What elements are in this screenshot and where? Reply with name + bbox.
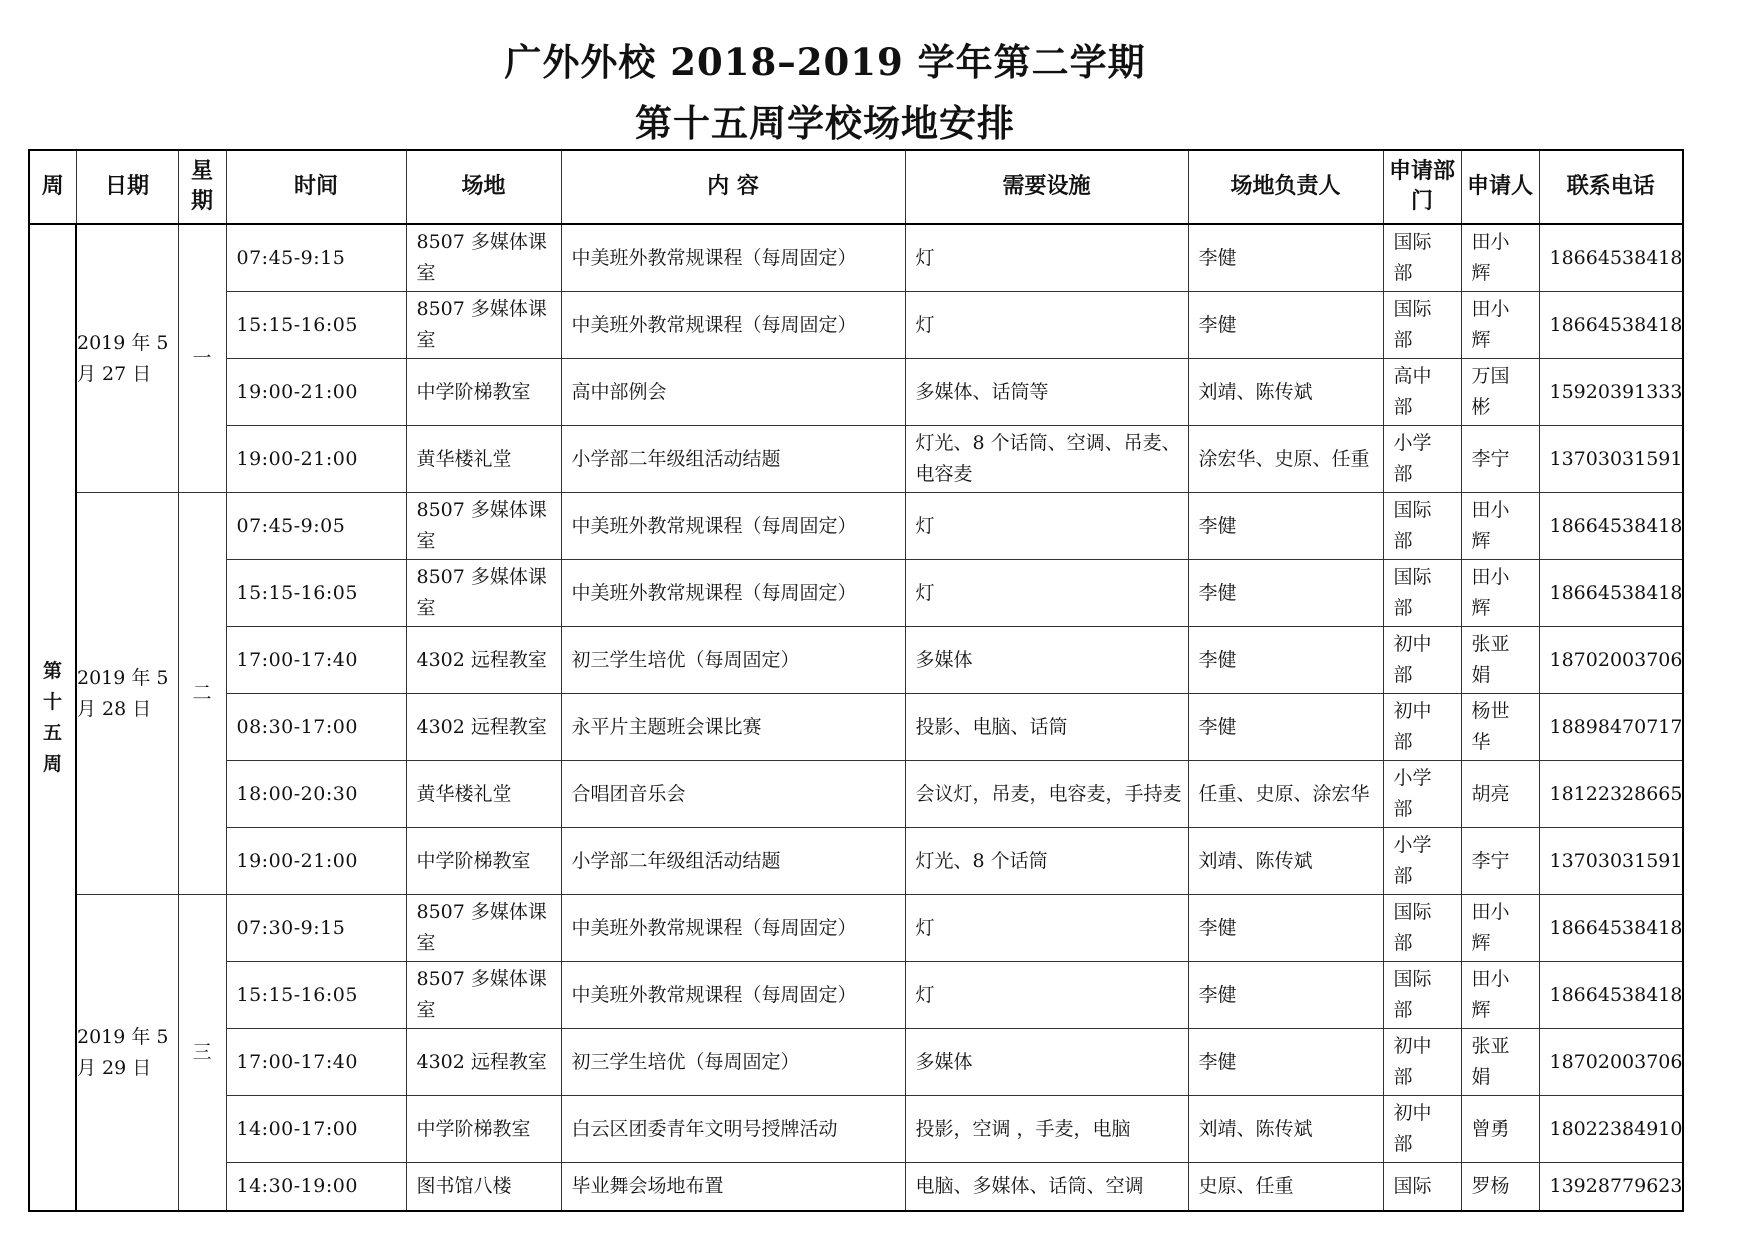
cell-venue-manager: 刘靖、陈传斌 xyxy=(1188,828,1383,895)
table-row xyxy=(29,1029,1683,1096)
table-body xyxy=(29,224,1683,1211)
table-row xyxy=(29,1096,1683,1163)
cell-applicant-text: 田小辉 xyxy=(1471,499,1510,552)
header-facilities: 需要设施 xyxy=(905,150,1188,224)
cell-phone: 18122328665 xyxy=(1539,761,1683,828)
cell-applicant xyxy=(1461,828,1539,895)
cell-venue-manager: 刘靖、陈传斌 xyxy=(1188,359,1383,426)
table-row xyxy=(29,359,1683,426)
date-cell xyxy=(76,224,178,493)
cell-department xyxy=(1383,426,1461,493)
cell-phone: 13703031591 xyxy=(1539,828,1683,895)
cell-department-text: 小学部 xyxy=(1393,432,1432,485)
cell-venue: 4302 远程教室 xyxy=(406,1029,561,1096)
cell-department-text: 国际部 xyxy=(1393,298,1432,351)
cell-applicant-text: 万国彬 xyxy=(1471,365,1510,418)
cell-phone: 18664538418 xyxy=(1539,224,1683,292)
cell-content: 合唱团音乐会 xyxy=(561,761,905,828)
cell-applicant xyxy=(1461,224,1539,292)
venue-schedule-table xyxy=(28,149,1684,1212)
cell-time: 18:00-20:30 xyxy=(226,761,406,828)
cell-department xyxy=(1383,761,1461,828)
header-content: 内 容 xyxy=(561,150,905,224)
document-subtitle: 第十五周学校场地安排 xyxy=(635,101,1015,145)
cell-department-text: 国际部 xyxy=(1393,231,1432,284)
cell-applicant xyxy=(1461,895,1539,962)
cell-time: 08:30-17:00 xyxy=(226,694,406,761)
header-week: 周 xyxy=(29,150,76,224)
cell-department xyxy=(1383,1096,1461,1163)
cell-applicant xyxy=(1461,493,1539,560)
cell-applicant-text: 罗杨 xyxy=(1471,1175,1510,1197)
cell-venue: 8507 多媒体课室 xyxy=(406,560,561,627)
table-row xyxy=(29,1163,1683,1212)
table-row xyxy=(29,962,1683,1029)
cell-phone: 18664538418 xyxy=(1539,962,1683,1029)
cell-venue: 8507 多媒体课室 xyxy=(406,962,561,1029)
table-row xyxy=(29,426,1683,493)
header-row xyxy=(29,150,1683,224)
cell-applicant-text: 田小辉 xyxy=(1471,968,1510,1021)
cell-department-text: 初中部 xyxy=(1393,633,1432,686)
cell-facilities: 灯 xyxy=(905,962,1188,1029)
cell-phone: 18664538418 xyxy=(1539,895,1683,962)
cell-facilities: 多媒体 xyxy=(905,1029,1188,1096)
cell-content: 小学部二年级组活动结题 xyxy=(561,426,905,493)
cell-applicant-text: 张亚娟 xyxy=(1471,1035,1510,1088)
cell-venue-manager: 李健 xyxy=(1188,627,1383,694)
cell-content: 中美班外教常规课程（每周固定） xyxy=(561,560,905,627)
header-applicant: 申请人 xyxy=(1461,150,1539,224)
cell-venue-manager: 李健 xyxy=(1188,895,1383,962)
cell-content: 中美班外教常规课程（每周固定） xyxy=(561,493,905,560)
cell-venue-manager: 李健 xyxy=(1188,560,1383,627)
cell-applicant-text: 张亚娟 xyxy=(1471,633,1510,686)
cell-applicant xyxy=(1461,761,1539,828)
cell-facilities: 灯 xyxy=(905,224,1188,292)
cell-department xyxy=(1383,895,1461,962)
cell-venue: 中学阶梯教室 xyxy=(406,359,561,426)
cell-applicant xyxy=(1461,1029,1539,1096)
table-row xyxy=(29,895,1683,962)
cell-content: 永平片主题班会课比赛 xyxy=(561,694,905,761)
cell-time: 07:30-9:15 xyxy=(226,895,406,962)
document-title: 广外外校 2018–2019 学年第二学期 xyxy=(504,40,1146,84)
cell-applicant-text: 田小辉 xyxy=(1471,231,1510,284)
table-header xyxy=(29,150,1683,224)
cell-venue: 中学阶梯教室 xyxy=(406,828,561,895)
cell-department-text: 初中部 xyxy=(1393,1035,1432,1088)
cell-department xyxy=(1383,224,1461,292)
cell-venue-manager: 李健 xyxy=(1188,493,1383,560)
header-venue-manager: 场地负责人 xyxy=(1188,150,1383,224)
cell-facilities: 多媒体 xyxy=(905,627,1188,694)
cell-time: 15:15-16:05 xyxy=(226,962,406,1029)
cell-department-text: 国际部 xyxy=(1393,901,1432,954)
cell-time: 14:30-19:00 xyxy=(226,1163,406,1212)
cell-applicant xyxy=(1461,426,1539,493)
cell-facilities: 投影，空调 ，手麦，电脑 xyxy=(905,1096,1188,1163)
cell-venue: 8507 多媒体课室 xyxy=(406,224,561,292)
cell-applicant xyxy=(1461,1096,1539,1163)
cell-facilities: 灯光、8 个话筒 xyxy=(905,828,1188,895)
cell-venue-manager: 刘靖、陈传斌 xyxy=(1188,1096,1383,1163)
date-value: 2019 年 5 月 29 日 xyxy=(77,1025,169,1079)
header-venue: 场地 xyxy=(406,150,561,224)
cell-content: 初三学生培优（每周固定） xyxy=(561,627,905,694)
cell-venue: 8507 多媒体课室 xyxy=(406,895,561,962)
table-row xyxy=(29,224,1683,292)
weekday-cell: 三 xyxy=(178,895,226,1212)
cell-applicant-text: 胡亮 xyxy=(1471,782,1510,805)
cell-applicant xyxy=(1461,359,1539,426)
cell-venue: 4302 远程教室 xyxy=(406,627,561,694)
cell-venue: 中学阶梯教室 xyxy=(406,1096,561,1163)
cell-content: 高中部例会 xyxy=(561,359,905,426)
cell-department xyxy=(1383,828,1461,895)
cell-applicant xyxy=(1461,962,1539,1029)
header-phone: 联系电话 xyxy=(1539,150,1683,224)
cell-applicant-text: 李宁 xyxy=(1471,849,1510,872)
cell-content: 白云区团委青年文明号授牌活动 xyxy=(561,1096,905,1163)
date-value: 2019 年 5 月 27 日 xyxy=(77,331,169,385)
cell-phone: 18702003706 xyxy=(1539,1029,1683,1096)
cell-content: 中美班外教常规课程（每周固定） xyxy=(561,962,905,1029)
cell-applicant xyxy=(1461,292,1539,359)
cell-time: 17:00-17:40 xyxy=(226,1029,406,1096)
cell-phone: 18898470717 xyxy=(1539,694,1683,761)
cell-applicant-text: 田小辉 xyxy=(1471,566,1510,619)
cell-department xyxy=(1383,627,1461,694)
cell-venue-manager: 李健 xyxy=(1188,292,1383,359)
cell-facilities: 多媒体、话筒等 xyxy=(905,359,1188,426)
cell-facilities: 灯光、8 个话筒、空调、吊麦、电容麦 xyxy=(905,426,1188,493)
cell-phone: 18664538418 xyxy=(1539,493,1683,560)
header-date: 日期 xyxy=(76,150,178,224)
cell-applicant xyxy=(1461,627,1539,694)
cell-content: 中美班外教常规课程（每周固定） xyxy=(561,895,905,962)
date-value: 2019 年 5 月 28 日 xyxy=(77,666,169,720)
cell-applicant xyxy=(1461,1163,1539,1212)
cell-department xyxy=(1383,560,1461,627)
cell-applicant-text: 李宁 xyxy=(1471,447,1510,470)
header-time: 时间 xyxy=(226,150,406,224)
cell-content: 中美班外教常规课程（每周固定） xyxy=(561,224,905,292)
cell-facilities: 电脑、多媒体、话筒、空调 xyxy=(905,1163,1188,1212)
date-cell xyxy=(76,493,178,895)
cell-applicant-text: 田小辉 xyxy=(1471,298,1510,351)
cell-time: 07:45-9:05 xyxy=(226,493,406,560)
table-row xyxy=(29,828,1683,895)
cell-applicant-text: 杨世华 xyxy=(1471,700,1510,753)
cell-time: 17:00-17:40 xyxy=(226,627,406,694)
cell-department-text: 初中部 xyxy=(1393,1102,1432,1155)
cell-department xyxy=(1383,962,1461,1029)
table-row xyxy=(29,761,1683,828)
cell-department xyxy=(1383,493,1461,560)
cell-facilities: 灯 xyxy=(905,560,1188,627)
cell-facilities: 灯 xyxy=(905,895,1188,962)
cell-facilities: 灯 xyxy=(905,493,1188,560)
cell-department-text: 高中部 xyxy=(1393,365,1432,418)
cell-venue-manager: 李健 xyxy=(1188,224,1383,292)
cell-department-text: 国际 xyxy=(1393,1175,1432,1197)
table-row xyxy=(29,493,1683,560)
cell-department xyxy=(1383,292,1461,359)
cell-applicant-text: 曾勇 xyxy=(1471,1117,1510,1140)
cell-phone: 13928779623 xyxy=(1539,1163,1683,1212)
cell-venue-manager: 史原、任重 xyxy=(1188,1163,1383,1212)
cell-department xyxy=(1383,359,1461,426)
header-weekday: 星期 xyxy=(178,150,226,224)
cell-time: 07:45-9:15 xyxy=(226,224,406,292)
cell-content: 毕业舞会场地布置 xyxy=(561,1163,905,1212)
cell-venue-manager: 任重、史原、涂宏华 xyxy=(1188,761,1383,828)
cell-venue-manager: 涂宏华、史原、任重 xyxy=(1188,426,1383,493)
cell-department-text: 国际部 xyxy=(1393,968,1432,1021)
cell-department-text: 小学部 xyxy=(1393,767,1432,820)
weekday-cell: 二 xyxy=(178,493,226,895)
cell-venue-manager: 李健 xyxy=(1188,694,1383,761)
table-row xyxy=(29,627,1683,694)
cell-content: 小学部二年级组活动结题 xyxy=(561,828,905,895)
cell-facilities: 会议灯，吊麦，电容麦，手持麦 xyxy=(905,761,1188,828)
cell-phone: 18702003706 xyxy=(1539,627,1683,694)
cell-phone: 18664538418 xyxy=(1539,292,1683,359)
cell-phone: 18022384910 xyxy=(1539,1096,1683,1163)
cell-time: 19:00-21:00 xyxy=(226,426,406,493)
cell-content: 初三学生培优（每周固定） xyxy=(561,1029,905,1096)
cell-department-text: 国际部 xyxy=(1393,499,1432,552)
cell-time: 15:15-16:05 xyxy=(226,292,406,359)
cell-time: 19:00-21:00 xyxy=(226,359,406,426)
cell-time: 19:00-21:00 xyxy=(226,828,406,895)
table-row xyxy=(29,292,1683,359)
cell-department xyxy=(1383,694,1461,761)
cell-applicant-text: 田小辉 xyxy=(1471,901,1510,954)
cell-phone: 13703031591 xyxy=(1539,426,1683,493)
cell-venue: 黄华楼礼堂 xyxy=(406,761,561,828)
weekday-cell: 一 xyxy=(178,224,226,493)
week-label-cell xyxy=(29,224,76,1211)
cell-venue-manager: 李健 xyxy=(1188,962,1383,1029)
header-department: 申请部门 xyxy=(1383,150,1461,224)
cell-venue: 8507 多媒体课室 xyxy=(406,292,561,359)
table-row xyxy=(29,694,1683,761)
cell-venue: 图书馆八楼 xyxy=(406,1163,561,1212)
cell-department xyxy=(1383,1029,1461,1096)
cell-venue: 黄华楼礼堂 xyxy=(406,426,561,493)
cell-venue-manager: 李健 xyxy=(1188,1029,1383,1096)
week-label: 第十五周 xyxy=(43,659,63,775)
cell-phone: 18664538418 xyxy=(1539,560,1683,627)
cell-department xyxy=(1383,1163,1461,1212)
cell-time: 14:00-17:00 xyxy=(226,1096,406,1163)
cell-applicant xyxy=(1461,560,1539,627)
cell-department-text: 国际部 xyxy=(1393,566,1432,619)
cell-time: 15:15-16:05 xyxy=(226,560,406,627)
date-cell xyxy=(76,895,178,1212)
table-row xyxy=(29,560,1683,627)
cell-facilities: 投影、电脑、话筒 xyxy=(905,694,1188,761)
cell-phone: 15920391333 xyxy=(1539,359,1683,426)
cell-department-text: 初中部 xyxy=(1393,700,1432,753)
cell-department-text: 小学部 xyxy=(1393,834,1432,887)
cell-venue: 4302 远程教室 xyxy=(406,694,561,761)
cell-facilities: 灯 xyxy=(905,292,1188,359)
cell-content: 中美班外教常规课程（每周固定） xyxy=(561,292,905,359)
cell-applicant xyxy=(1461,694,1539,761)
cell-venue: 8507 多媒体课室 xyxy=(406,493,561,560)
